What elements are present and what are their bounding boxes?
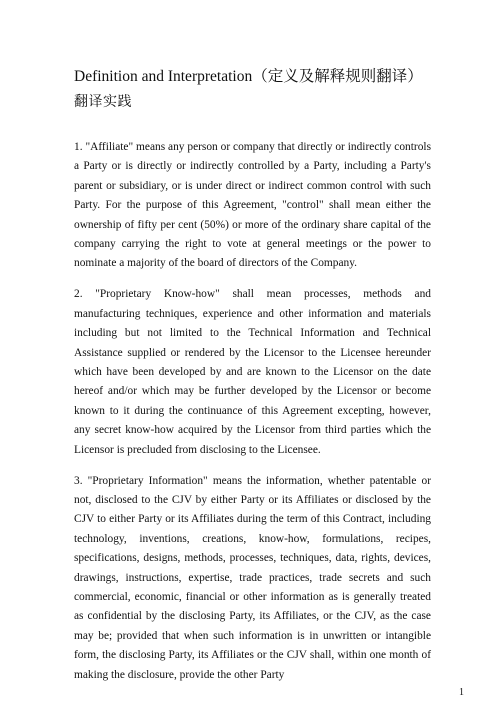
paragraph-proprietary-know-how: 2. "Proprietary Know-how" shall mean processes, methods and manufacturing techniques, experience and other information and materials including but not limited to the Technical Information and Technical Assistance supplied or rendered by the Licensor to the Licensee hereunder which have been developed by and are known to the Licensor on the date hereof and/or which may be further developed by the Licensor or become known to it during the continuance of this Agreement excepting, however, any secret know-how acquired by the Licensor from third parties which the Licensor is precluded from disclosing to the Licensee. bbox=[74, 288, 431, 456]
document-title: Definition and Interpretation（定义及解释规则翻译） bbox=[74, 68, 423, 85]
document-subtitle: 翻译实践 bbox=[74, 95, 132, 110]
paragraph-proprietary-information: 3. "Proprietary Information" means the information, whether patentable or not, disclosed to the CJV by either Party or its Affiliates or disclosed by the CJV to either Party or its Affiliates during the term of this Contract, including technology, inventions, creations, know-how, formulations, recipes, specifications, designs, methods, processes, techniques, data, rights, devices, drawings, instructions, expertise, trade practices, trade secrets and such commercial, economic, financial or other information as is generally treated as confidential by the disclosing Party, its Affiliates, or the CJV, as the case may be; provided that when such information is in unwritten or intangible form, the disclosing Party, its Affiliates or the CJV shall, within one month of making the disclosure, provide the other Party bbox=[74, 474, 431, 681]
document-body bbox=[74, 138, 431, 696]
page-number: 1 bbox=[459, 687, 464, 698]
paragraph-affiliate: 1. "Affiliate" means any person or company that directly or indirectly controls a Party or is directly or indirectly controlled by a Party, including a Party's parent or subsidiary, or is under direct or indirect common control with such Party. For the purpose of this Agreement, "control" shall mean either the ownership of fifty per cent (50%) or more of the ordinary share capital of the company carrying the right to vote at general meetings or the power to nominate a majority of the board of directors of the Company. bbox=[74, 141, 431, 270]
